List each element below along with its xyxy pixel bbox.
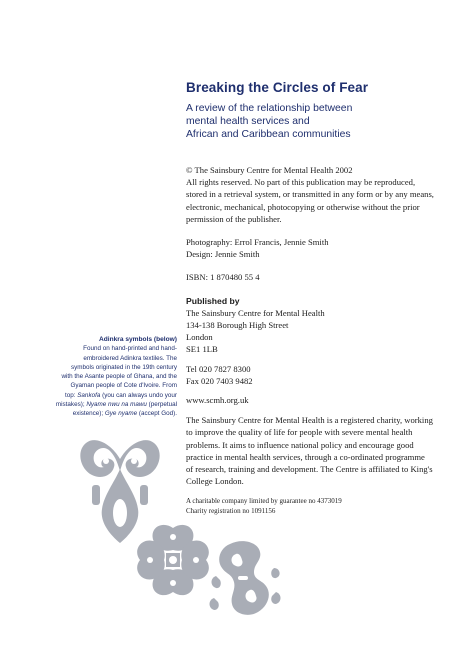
subtitle <box>186 102 446 141</box>
copyright-line: © The Sainsbury Centre for Mental Health 2002 <box>186 165 353 175</box>
copyright-line: electronic, mechanical, photocopying or otherwise without the prior <box>186 201 420 212</box>
address-line: 134-138 Borough High Street <box>186 320 289 331</box>
credits-block <box>186 236 456 260</box>
page-title: Breaking the Circles of Fear <box>186 80 369 95</box>
nyame-nwu-name: Nyame nwu na mawu <box>86 401 147 409</box>
design-credit: Design: Jennie Smith <box>186 249 260 260</box>
sankofa-name: Sankofa <box>77 391 101 399</box>
isbn: ISBN: 1 870480 55 4 <box>186 272 260 283</box>
telephone: Tel 020 7827 8300 <box>186 363 251 374</box>
charity-statement <box>186 414 456 487</box>
copyright-line: All rights reserved. No part of this publication may be reproduced, <box>186 177 416 188</box>
charity-line: The Sainsbury Centre for Mental Health is a registered charity, working <box>186 415 433 426</box>
subtitle-line: African and Caribbean communities <box>186 129 351 140</box>
copyright-block <box>186 164 456 225</box>
nyame-nwu-na-mawu-symbol-icon <box>134 520 212 600</box>
charity-line: problems. It aims to influence national policy and encourage good <box>186 439 414 450</box>
address-line: The Sainsbury Centre for Mental Health <box>186 307 325 318</box>
caption-line: Gyaman people of Cote d'Ivoire. From <box>70 382 177 390</box>
copyright-line: stored in a retrieval system, or transmitted in any form or by any means, <box>186 189 434 200</box>
charity-line: of research, training and development. The Centre is affiliated to King's <box>186 464 433 475</box>
copyright-line: permission of the publisher. <box>186 213 282 224</box>
fax: Fax 020 7403 9482 <box>186 375 253 386</box>
address-line: London <box>186 332 213 343</box>
charity-line: practice in mental health services, through a co-ordinated programme <box>186 451 425 462</box>
caption-line: embroidered Adinkra textiles. The <box>83 354 177 362</box>
caption-line: Found on hand-printed and hand- <box>83 345 177 353</box>
caption-line: symbols originated in the 19th century <box>70 363 177 371</box>
subtitle-line: mental health services and <box>186 116 310 127</box>
adinkra-caption-heading: Adinkra symbols (below) <box>98 336 177 343</box>
company-line: A charitable company limited by guarantee no 4373019 <box>186 497 342 506</box>
caption-line: with the Asante people of Ghana, and the <box>61 373 177 381</box>
caption-line: existence); Gye nyame (accept God). <box>72 410 177 418</box>
published-by-heading: Published by <box>186 295 240 306</box>
publisher-block <box>186 295 456 407</box>
subtitle-line: A review of the relationship between <box>186 103 353 114</box>
address-line: SE1 1LB <box>186 344 218 355</box>
charity-line: College London. <box>186 476 244 487</box>
charity-line: to improve the quality of life for people with severe mental health <box>186 427 413 438</box>
caption-line: top: Sankofa (you can always undo your <box>64 391 177 399</box>
gye-nyame-symbol-icon <box>208 538 284 620</box>
adinkra-caption <box>22 335 177 419</box>
photography-credit: Photography: Errol Francis, Jennie Smith <box>186 237 329 248</box>
caption-line: mistakes); Nyame nwu na mawu (perpetual <box>55 401 177 409</box>
company-info <box>186 496 456 516</box>
company-line: Charity registration no 1091156 <box>186 507 276 516</box>
gye-nyame-name: Gye nyame <box>104 410 138 418</box>
imprint-body <box>186 164 456 516</box>
website: www.scmh.org.uk <box>186 395 249 406</box>
